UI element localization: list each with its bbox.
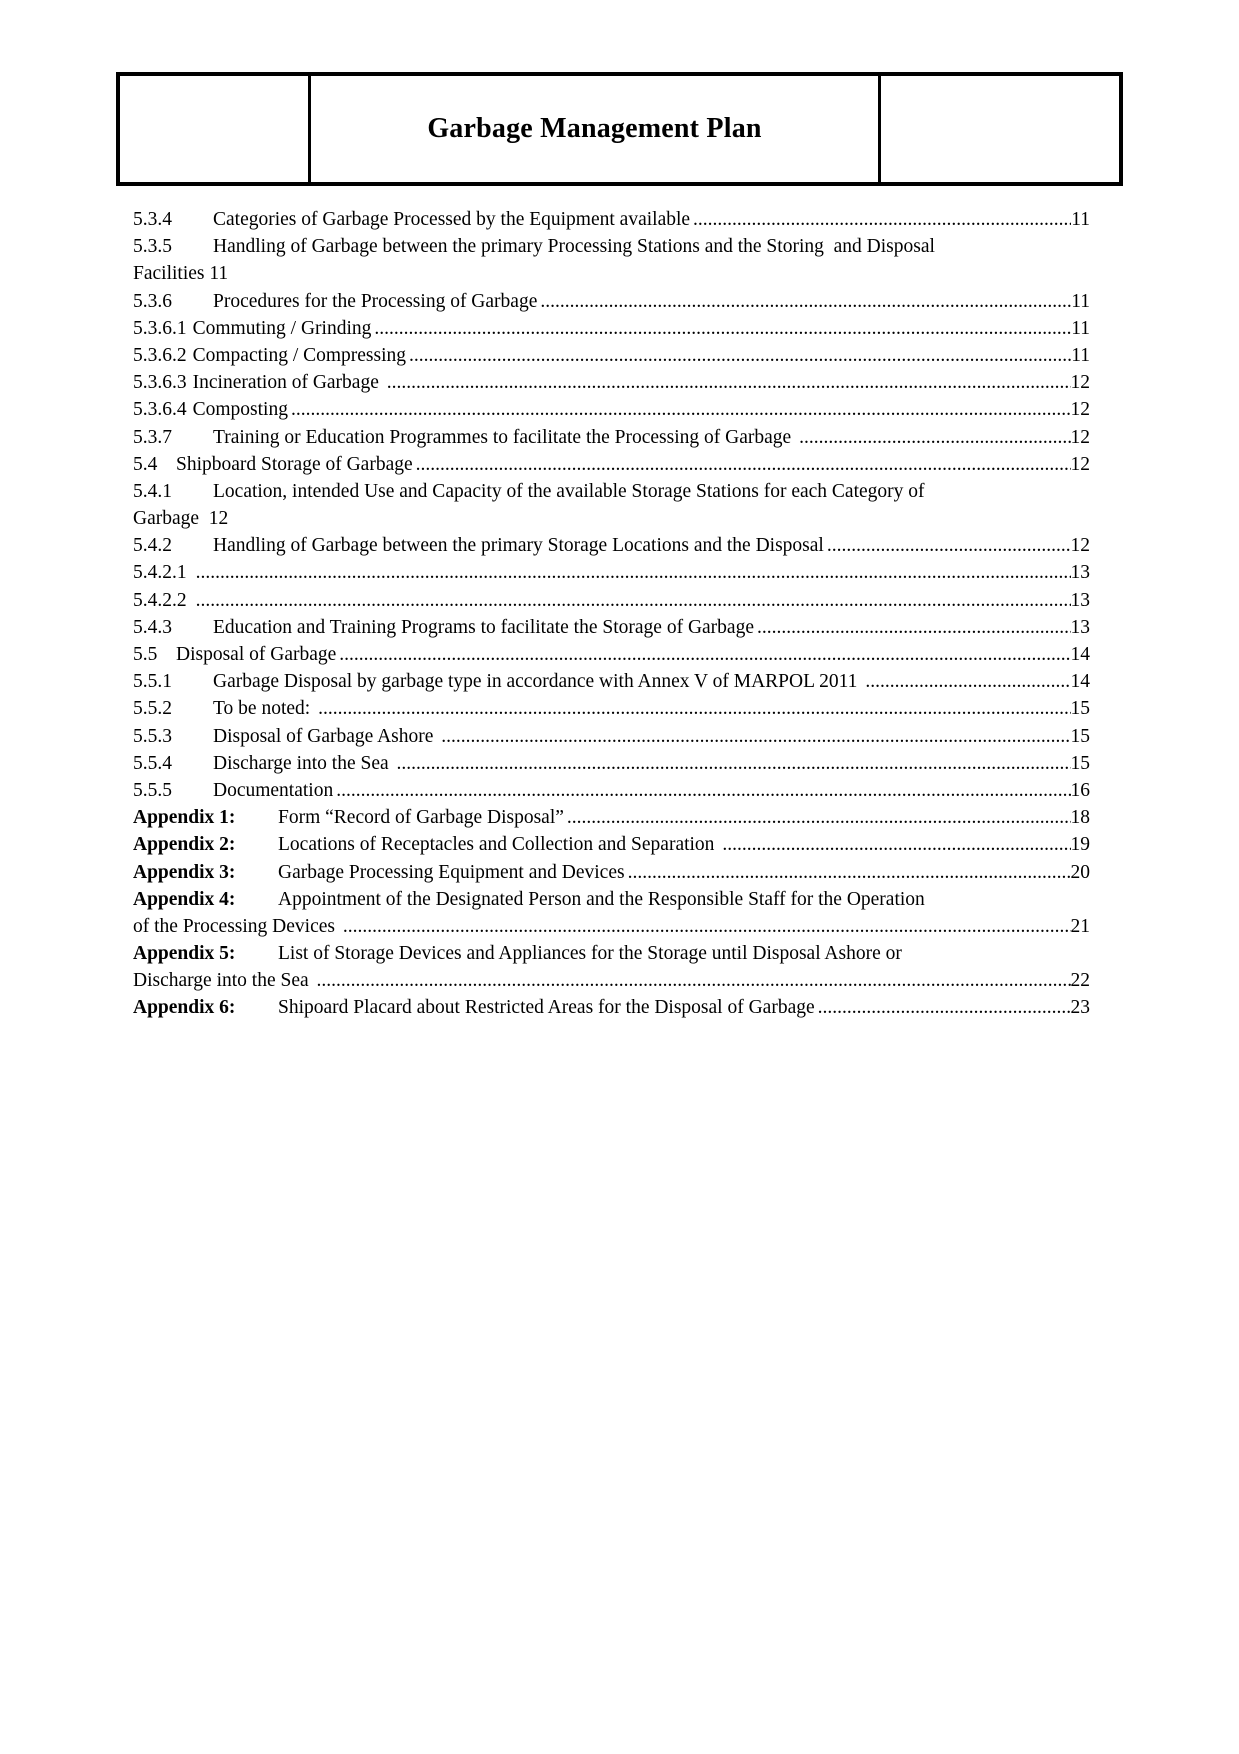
page-number: 11 <box>1071 290 1090 312</box>
toc-entry-title: Handling of Garbage between the primary Storage Locations and the Disposal <box>213 535 824 557</box>
toc-row <box>133 777 1090 804</box>
toc-entry-title: Form “Record of Garbage Disposal” <box>278 807 564 829</box>
header-cell-title <box>311 76 881 182</box>
page-number: 22 <box>1070 970 1090 992</box>
page-number: 13 <box>1070 562 1090 584</box>
toc-row <box>133 233 1090 260</box>
dot-leader <box>438 723 1070 750</box>
toc-entry-title: Locations of Receptacles and Collection and Separation <box>278 834 720 856</box>
toc-entry-number: 5.4.3 <box>133 616 172 638</box>
dot-leader <box>406 342 1071 369</box>
toc-row <box>133 695 1090 722</box>
toc-row <box>133 342 1090 369</box>
toc-entry-title: Discharge into the Sea <box>133 970 314 992</box>
dot-leader <box>564 804 1071 831</box>
dot-leader <box>413 451 1071 478</box>
toc-entry-number: 5.4.2.1 <box>133 562 187 584</box>
page-number: 12 <box>1070 535 1090 557</box>
toc-row <box>133 369 1090 396</box>
toc-entry-number: 5.4 <box>133 453 158 475</box>
page-number: 13 <box>1070 616 1090 638</box>
dot-leader <box>336 641 1070 668</box>
toc-entry-title: Disposal of Garbage Ashore <box>213 725 439 747</box>
dot-leader <box>815 994 1071 1021</box>
table-of-contents <box>133 206 1090 1022</box>
dot-leader <box>719 831 1070 858</box>
page-number: 11 <box>1071 344 1090 366</box>
toc-entry-number: 5.3.6.4 <box>133 399 187 421</box>
toc-entry-number: 5.3.6.2 <box>133 344 187 366</box>
toc-entry-number: 5.3.7 <box>133 426 172 448</box>
page-number: 14 <box>1070 644 1090 665</box>
toc-row <box>133 478 1090 505</box>
toc-row <box>133 913 1090 940</box>
page-number: 15 <box>1070 752 1090 774</box>
header-table <box>116 72 1123 186</box>
toc-row <box>133 206 1090 233</box>
toc-entry-title: Handling of Garbage between the primary Processing Stations and the Storing and Disposal <box>213 236 935 258</box>
dot-leader <box>625 859 1071 886</box>
toc-entry-title: Training or Education Programmes to facilitate the Processing of Garbage <box>213 426 797 448</box>
toc-entry-number: 5.5.2 <box>133 698 172 720</box>
toc-entry-number: 5.3.4 <box>133 209 172 230</box>
toc-entry-number: 5.5 <box>133 644 158 665</box>
toc-row <box>133 750 1090 777</box>
toc-entry-number: 5.5.5 <box>133 779 172 801</box>
toc-row <box>133 967 1090 994</box>
page-title: Garbage Management Plan <box>427 113 762 144</box>
dot-leader <box>754 614 1071 641</box>
dot-leader <box>690 206 1071 233</box>
toc-row <box>133 559 1090 586</box>
page-number: 18 <box>1070 807 1090 829</box>
toc-entry-number: 5.5.3 <box>133 725 172 747</box>
page-number: 14 <box>1070 671 1090 693</box>
toc-row <box>133 614 1090 641</box>
toc-entry-title: To be noted: <box>213 698 316 720</box>
toc-entry-number: Appendix 1: <box>133 807 236 829</box>
toc-entry-number: 5.3.5 <box>133 236 172 258</box>
toc-entry-number: 5.5.1 <box>133 671 172 693</box>
toc-entry-number: 5.3.6.1 <box>133 317 187 339</box>
toc-entry-title: Documentation <box>213 779 334 801</box>
toc-entry-number: Appendix 3: <box>133 861 236 883</box>
dot-leader <box>394 750 1071 777</box>
toc-entry-number: 5.4.1 <box>133 480 172 502</box>
dot-leader <box>537 288 1071 315</box>
dot-leader <box>862 668 1070 695</box>
toc-row <box>133 260 1090 287</box>
page-number: 12 <box>1070 399 1090 421</box>
toc-row <box>133 532 1090 559</box>
toc-entry-title: List of Storage Devices and Appliances for the Storage until Disposal Ashore or <box>278 943 902 965</box>
page-number: 11 <box>1071 317 1090 339</box>
toc-entry-title: Discharge into the Sea <box>213 752 394 774</box>
toc-row <box>133 668 1090 695</box>
dot-leader <box>193 559 1071 586</box>
dot-leader <box>314 967 1071 994</box>
toc-row <box>133 451 1090 478</box>
dot-leader <box>193 587 1071 614</box>
header-cell-left <box>120 76 311 182</box>
page-number: 12 <box>1070 426 1090 448</box>
toc-entry-title: Categories of Garbage Processed by the Equipment available <box>213 209 691 230</box>
page-number: 20 <box>1070 861 1090 883</box>
dot-leader <box>333 777 1070 804</box>
toc-entry-title: Commuting / Grinding <box>192 317 372 339</box>
toc-entry-title: Garbage Processing Equipment and Devices <box>278 861 625 883</box>
dot-leader <box>796 424 1070 451</box>
toc-entry-title: Location, intended Use and Capacity of the available Storage Stations for each Category of <box>213 480 925 502</box>
page-number: 15 <box>1070 698 1090 720</box>
toc-entry-title: Appointment of the Designated Person and the Responsible Staff for the Operation <box>278 888 925 910</box>
toc-row <box>133 396 1090 423</box>
toc-entry-title: Shipboard Storage of Garbage <box>176 453 413 475</box>
page-number: 16 <box>1070 779 1090 801</box>
toc-row <box>133 723 1090 750</box>
toc-entry-number: 5.4.2.2 <box>133 589 187 611</box>
toc-row <box>133 587 1090 614</box>
toc-entry-number: 5.5.4 <box>133 752 172 774</box>
toc-row <box>133 940 1090 967</box>
page-number: 15 <box>1070 725 1090 747</box>
page-number: 19 <box>1070 834 1090 856</box>
toc-entry-number: Appendix 6: <box>133 997 236 1019</box>
toc-entry-title: Disposal of Garbage <box>176 644 337 665</box>
toc-entry-title: Incineration of Garbage <box>192 372 384 394</box>
toc-row <box>133 886 1090 913</box>
page-number: 21 <box>1070 915 1090 937</box>
toc-row <box>133 804 1090 831</box>
dot-leader <box>315 695 1070 722</box>
toc-entry-number: Appendix 2: <box>133 834 236 856</box>
page-number: 23 <box>1070 997 1090 1019</box>
toc-entry-title: Composting <box>192 399 288 421</box>
toc-entry-title: Procedures for the Processing of Garbage <box>213 290 538 312</box>
toc-entry-number: Appendix 4: <box>133 888 236 910</box>
toc-row <box>133 994 1090 1021</box>
dot-leader <box>288 396 1071 423</box>
toc-entry-number: Appendix 5: <box>133 943 236 965</box>
toc-row <box>133 505 1090 532</box>
dot-leader <box>340 913 1071 940</box>
toc-entry-title: Garbage 12 <box>133 508 229 530</box>
header-cell-right <box>881 76 1119 182</box>
dot-leader <box>384 369 1071 396</box>
toc-entry-number: 5.4.2 <box>133 535 172 557</box>
toc-entry-title: Shipoard Placard about Restricted Areas for the Disposal of Garbage <box>278 997 815 1019</box>
toc-row <box>133 831 1090 858</box>
toc-entry-number: 5.3.6.3 <box>133 372 187 394</box>
toc-row <box>133 859 1090 886</box>
page-number: 11 <box>1071 209 1090 230</box>
toc-entry-title: Facilities 11 <box>133 263 229 285</box>
page-number: 12 <box>1070 372 1090 394</box>
dot-leader <box>824 532 1071 559</box>
page-number: 13 <box>1070 589 1090 611</box>
toc-entry-number: 5.3.6 <box>133 290 172 312</box>
toc-entry-title: Compacting / Compressing <box>192 344 407 366</box>
toc-entry-title: Garbage Disposal by garbage type in accordance with Annex V of MARPOL 2011 <box>213 671 863 693</box>
toc-row <box>133 288 1090 315</box>
toc-row <box>133 641 1090 668</box>
toc-row <box>133 424 1090 451</box>
toc-entry-title: of the Processing Devices <box>133 915 340 937</box>
toc-row <box>133 315 1090 342</box>
toc-entry-title: Education and Training Programs to facilitate the Storage of Garbage <box>213 616 754 638</box>
dot-leader <box>371 315 1071 342</box>
page-number: 12 <box>1070 453 1090 475</box>
